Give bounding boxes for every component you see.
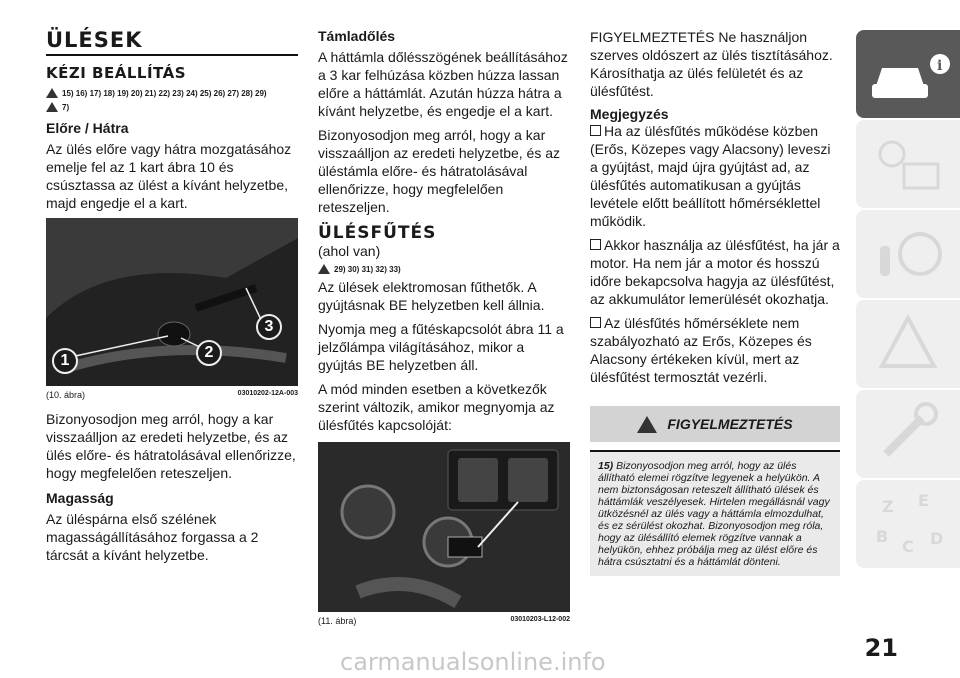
heading-recline: Támladőlés <box>318 28 396 44</box>
svg-text:D: D <box>930 529 944 548</box>
column-right <box>590 28 840 576</box>
wrench-icon <box>856 390 960 478</box>
warning-icon <box>637 416 657 433</box>
svg-text:Z: Z <box>882 497 894 516</box>
heading-height: Magasság <box>46 490 114 506</box>
watermark: carmanualsonline.info <box>340 648 606 676</box>
caution-icon <box>46 102 58 112</box>
tab-safety[interactable] <box>856 210 960 298</box>
figure-11-label: (11. ábra) <box>318 616 357 626</box>
checkbox-icon <box>590 239 601 250</box>
lights-icon <box>856 120 960 208</box>
svg-text:i: i <box>937 58 943 74</box>
note-2 <box>590 236 840 308</box>
note-2-text: Akkor használja az ülésfűtést, ha jár a motor. Ha nem jár a motor és hosszú időre bekapcsolva hagyja az ülésfűtést, az akkumulátor lemerülését okozhatja. <box>590 237 840 307</box>
heading-note: Megjegyzés <box>590 106 669 122</box>
warning-text: Bizonyosodjon meg arról, hogy az ülés állítható elemei rögzítve legyenek a helyükön. A nem biztonságosan reteszelt állítható ülések és háttámlák veszélyesek. Hirtelen megállásnál vagy ütközésnél az ülés vagy a háttámla elmozdulhat, és ez sérülést okozhat. Bizonyosodjon meg róla, hogy az ülésállító elemek rögzítve vannak a helyükön, ehhez próbálja meg az ülést előre és hátra csúsztatni és a háttámlát dönteni. <box>598 460 830 568</box>
checkbox-icon <box>590 317 601 328</box>
console-illustration <box>318 442 570 612</box>
para-fore-aft: Az ülés előre vagy hátra mozgatásához emelje fel az 1 kart ábra 10 és csúsztassa az ülést a kívánt helyzetbe, majd engedje el a kart. <box>46 141 292 211</box>
warning-box-header <box>590 406 840 442</box>
figure-10 <box>46 218 298 386</box>
title-rule <box>46 54 298 56</box>
tab-warning[interactable] <box>856 300 960 388</box>
figure-10-label: (10. ábra) <box>46 390 86 400</box>
para-height: Az üléspárna első szélének magasságállításához forgassa a 2 tárcsát a kívánt helyzetbe. <box>46 511 259 563</box>
checkbox-icon <box>590 125 601 136</box>
warning-box-body <box>590 452 840 576</box>
column-left <box>46 28 298 570</box>
steering-wheel-icon <box>856 210 960 298</box>
para-solvent-warning: FIGYELMEZTETÉS Ne használjon szerves oldószert az ülés tisztításához. Károsíthatja az ülés felületét és az ülésfűtést. <box>590 29 833 99</box>
tab-service[interactable] <box>856 390 960 478</box>
callout-3: 3 <box>256 314 282 340</box>
figure-10-code: 03010202-12A-003 <box>237 390 298 397</box>
para-recline: A háttámla dőlésszögének beállításához a 3 kar felhúzása közben húzza lassan előre a háttámlát. Azután húzza hátra a kívánt helyzetbe, és engedje el a kart. <box>318 49 568 119</box>
warning-number: 15) <box>598 460 614 472</box>
heating-refs-text: 29) 30) 31) 32) 33) <box>334 264 401 274</box>
heating-title: ÜLÉSFŰTÉS <box>318 223 437 243</box>
para-heating-switch: Nyomja meg a fűtéskapcsolót ábra 11 a jelzőlámpa világításához, mikor a gyújtás BE helyzetben áll. <box>318 321 564 373</box>
seat-illustration <box>46 218 298 386</box>
heating-subtitle: (ahol van) <box>318 243 381 259</box>
alphabet-index-icon <box>856 480 960 568</box>
tab-car-info[interactable] <box>856 30 960 118</box>
car-info-icon <box>856 30 960 118</box>
figure-11-caption <box>318 616 570 626</box>
note-3-text: Az ülésfűtés hőmérséklete nem szabályozható az Erős, Közepes és Alacsony értékeken kívül, mert az ülésfűtést termosztát vezérli. <box>590 315 812 385</box>
figure-10-caption <box>46 390 298 400</box>
figure-11-code: 03010203-L12-002 <box>510 616 570 623</box>
warning-title: FIGYELMEZTETÉS <box>667 416 793 432</box>
figure-11 <box>318 442 570 612</box>
callout-1: 1 <box>52 348 78 374</box>
warning-refs-text: 15) 16) 17) 18) 19) 20) 21) 22) 23) 24) 25) 26) 27) 28) 29) <box>62 88 267 98</box>
caution-refs <box>46 102 298 112</box>
svg-text:B: B <box>876 527 889 546</box>
chapter-tabs <box>856 30 960 570</box>
column-middle <box>318 28 570 636</box>
note-1 <box>590 122 840 230</box>
warning-icon <box>318 264 330 274</box>
para-check-lock: Bizonyosodjon meg arról, hogy a kar visszaálljon az eredeti helyzetbe, és az ülés előre- és hátratolásával ellenőrizze, hogy megfelelően reteszeljen. <box>46 411 296 481</box>
warning-refs <box>46 88 298 98</box>
svg-text:C: C <box>902 537 914 556</box>
para-heating-intro: Az ülések elektromosan fűthetők. A gyújtásnak BE helyzetben kell állnia. <box>318 279 545 313</box>
caution-refs-text: 7) <box>62 102 70 112</box>
heading-fore-aft: Előre / Hátra <box>46 120 129 136</box>
para-recline-check: Bizonyosodjon meg arról, hogy a kar visszaálljon az eredeti helyzetbe, és az üléstámla előre- és hátratolásával ellenőrizze, hogy megfelelően reteszeljen. <box>318 127 561 215</box>
section-title: ÜLÉSEK <box>46 28 143 52</box>
warning-icon <box>46 88 58 98</box>
note-1-text: Ha az ülésfűtés működése közben (Erős, Közepes vagy Alacsony) leveszi a gyújtást, majd újra gyújtást ad, az ülésfűtés automatikusan a gyújtás levétele előtt beállított hőmérséklettel működik. <box>590 123 831 229</box>
callout-2: 2 <box>196 340 222 366</box>
tab-lights[interactable] <box>856 120 960 208</box>
tab-index[interactable] <box>856 480 960 568</box>
heating-refs <box>318 264 570 274</box>
warning-triangle-icon <box>856 300 960 388</box>
section-subtitle: KÉZI BEÁLLÍTÁS <box>46 64 187 82</box>
para-heating-mode: A mód minden esetben a következők szerint változik, amikor megnyomja az ülésfűtés kapcsolóját: <box>318 381 555 433</box>
page-number: 21 <box>864 634 898 662</box>
svg-text:E: E <box>918 491 929 510</box>
note-3 <box>590 314 840 386</box>
